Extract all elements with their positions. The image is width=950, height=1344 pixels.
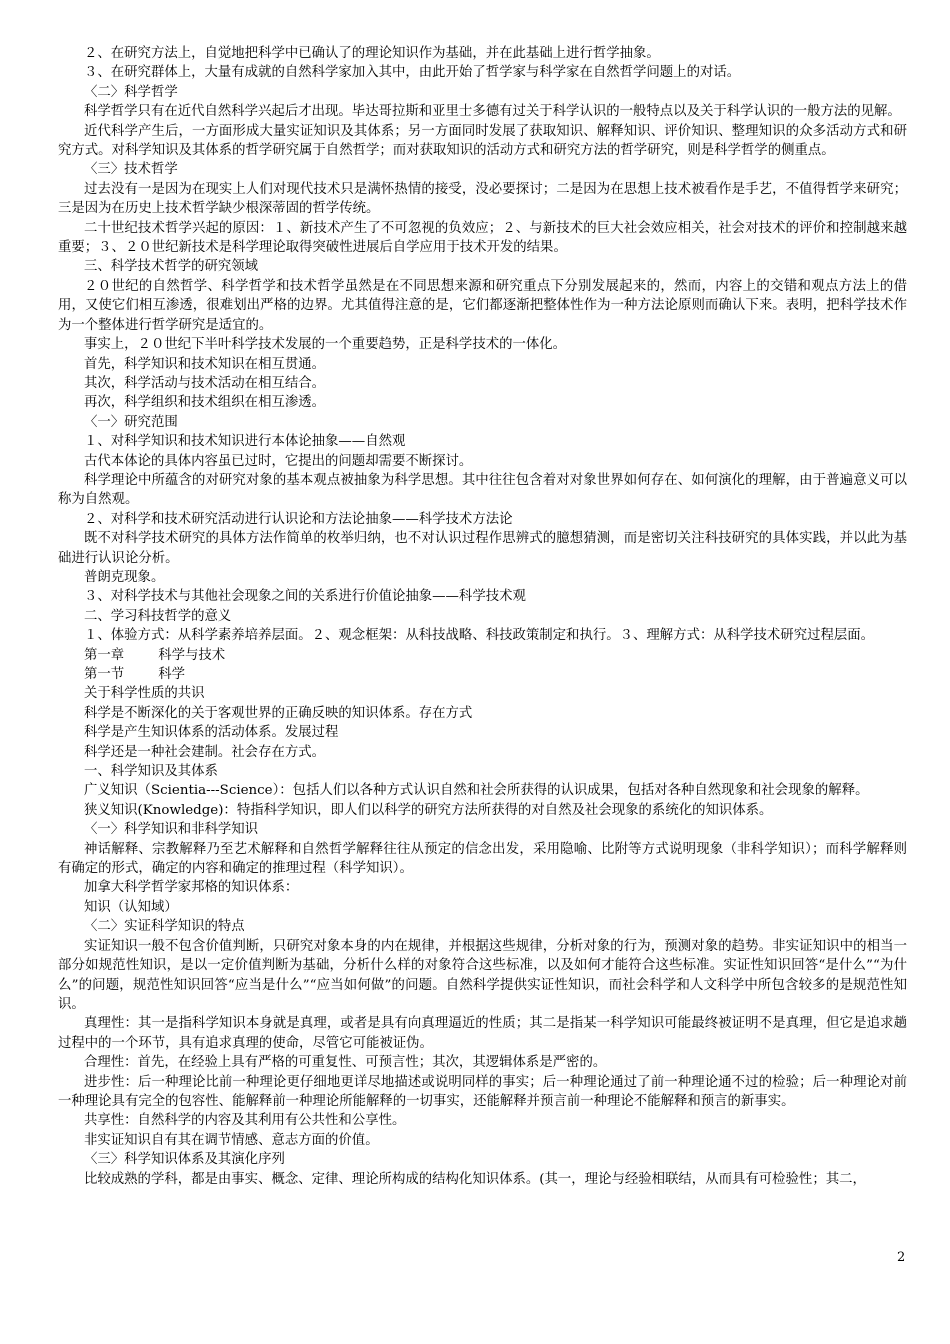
paragraph: 〈三〉科学知识体系及其演化序列: [84, 1152, 285, 1168]
paragraph: 科学还是一种社会建制。社会存在方式。: [84, 744, 326, 760]
paragraph: 狭义知识(Knowledge)：特指科学知识，即人们以科学的研究方法所获得的对自然及社会现象的系统化的知识体系。: [84, 802, 773, 818]
paragraph: 知识（认知域）: [84, 899, 178, 915]
paragraph: 科学是不断深化的关于客观世界的正确反映的知识体系。存在方式: [84, 705, 473, 721]
paragraph: 共享性：自然科学的内容及其利用有公共性和公享性。: [84, 1113, 406, 1129]
paragraph: ３、对科学技术与其他社会现象之间的关系进行价值论抽象——科学技术观: [84, 589, 526, 605]
paragraph: 三、科学技术哲学的研究领域: [84, 259, 259, 275]
paragraph: 广义知识（Scientia---Science）：包括人们以各种方式认识自然和社会所获得的认识成果，包括对各种自然现象和社会现象的解释。: [84, 783, 869, 799]
paragraph: 真理性：其一是指科学知识本身就是真理，或者是具有向真理逼近的性质；其二是指某一科学知识可能最终被证明不是真理，但它是追求趟过程中的一个环节，具有追求真理的使命，尽管它可能被证伪。: [58, 1016, 907, 1051]
paragraph: 古代本体论的具体内容虽已过时，它提出的问题却需要不断探讨。: [84, 453, 473, 469]
paragraph: １、体验方式：从科学素养培养层面。２、观念框架：从科技战略、科技政策制定和执行。３、理解方式：从科学技术研究过程层面。: [84, 628, 875, 644]
paragraph: ３、在研究群体上，大量有成就的自然科学家加入其中，由此开始了哲学家与科学家在自然哲学问题上的对话。: [84, 65, 741, 81]
paragraph: 进步性：后一种理论比前一种理论更仔细地更详尽地描述或说明同样的事实；后一种理论通过了前一种理论通不过的检验；后一种理论对前一种理论具有完全的包容性、能解释前一种理论所能解释的一切事实，还能解释并预言前一种理论不能解释和预言的新事实。: [58, 1074, 907, 1109]
paragraph: 非实证知识自有其在调节情感、意志方面的价值。: [84, 1132, 379, 1148]
paragraph: 事实上，２０世纪下半叶科学技术发展的一个重要趋势，正是科学技术的一体化。: [84, 337, 567, 353]
paragraph: 神话解释、宗教解释乃至艺术解释和自然哲学解释往往从预定的信念出发，采用隐喻、比附等方式说明现象（非科学知识）；而科学解释则有确定的形式，确定的内容和确定的推理过程（科学知识）。: [58, 841, 907, 877]
paragraph: 科学理论中所蕴含的对研究对象的基本观点被抽象为科学思想。其中往往包含着对对象世界如何存在、如何演化的理解，由于普遍意义可以称为自然观。: [58, 472, 907, 508]
paragraph: 一、科学知识及其体系: [84, 764, 218, 780]
paragraph: 科学是产生知识体系的活动体系。发展过程: [84, 725, 339, 741]
paragraph: 合理性：首先，在经验上具有严格的可重复性、可预言性；其次，其逻辑体系是严密的。: [84, 1055, 607, 1071]
document-body: [58, 44, 907, 1189]
paragraph: 〈二〉科学哲学: [84, 84, 178, 100]
paragraph: 第一节 科学: [84, 667, 186, 682]
paragraph: 首先，科学知识和技术知识在相互贯通。: [84, 356, 326, 372]
paragraph: 再次，科学组织和技术组织在相互渗透。: [84, 395, 326, 411]
paragraph: 二十世纪技术哲学兴起的原因：１、新技术产生了不可忽视的负效应；２、与新技术的巨大社会效应相关，社会对技术的评价和控制越来越重要；３、２０世纪新技术是科学理论取得突破性进展后自学应用于技术开发的结果。: [58, 220, 907, 256]
paragraph: 二、学习科技哲学的意义: [84, 608, 232, 624]
paragraph: 近代科学产生后，一方面形成大量实证知识及其体系；另一方面同时发展了获取知识、解释知识、评价知识、整理知识的众多活动方式和研究方式。对科学知识及其体系的哲学研究属于自然哲学；而对获取知识的活动方式和研究方法的哲学研究，则是科学哲学的侧重点。: [58, 123, 907, 159]
paragraph: 〈一〉研究范围: [84, 414, 178, 430]
paragraph: 加拿大科学哲学家邦格的知识体系：: [84, 880, 299, 896]
paragraph: 实证知识一般不包含价值判断，只研究对象本身的内在规律，并根据这些规律，分析对象的行为，预测对象的趋势。非实证知识中的相当一部分如规范性知识，是以一定价值判断为基础，分析什么样的对象符合这些标准，以及如何才能符合这些标准。实证性知识回答“是什么”“为什么”的问题，规范性知识回答“应当是什么”“应当如何做”的问题。自然科学提供实证性知识，而社会科学和人文科学中所包含较多的是规范性知识。: [58, 938, 907, 1012]
paragraph: 科学哲学只有在近代自然科学兴起后才出现。毕达哥拉斯和亚里士多德有过关于科学认识的一般特点以及关于科学认识的一般方法的见解。: [84, 104, 901, 120]
paragraph: 既不对科学技术研究的具体方法作简单的枚举归纳，也不对认识过程作思辨式的臆想猜测，而是密切关注科技研究的具体实践，并以此为基础进行认识论分析。: [58, 531, 907, 566]
paragraph: ２、对科学和技术研究活动进行认识论和方法论抽象——科学技术方法论: [84, 511, 513, 527]
paragraph: 〈二〉实证科学知识的特点: [84, 919, 245, 935]
paragraph: 〈三〉技术哲学: [84, 162, 178, 178]
paragraph: 其次，科学活动与技术活动在相互结合。: [84, 375, 326, 391]
paragraph: 比较成熟的学科，都是由事实、概念、定律、理论所构成的结构化知识体系。(其一，理论与经验相联结，从而具有可检验性；其二，: [84, 1171, 866, 1187]
paragraph: 普朗克现象。: [84, 569, 165, 585]
page-number: 2: [897, 1250, 906, 1265]
paragraph: 过去没有一是因为在现实上人们对现代技术只是满怀热情的接受，没必要探讨；二是因为在思想上技术被看作是手艺，不值得哲学来研究；三是因为在历史上技术哲学缺少根深蒂固的哲学传统。: [58, 181, 907, 217]
paragraph: １、对科学知识和技术知识进行本体论抽象——自然观: [84, 434, 406, 450]
paragraph: 〈一〉科学知识和非科学知识: [84, 822, 259, 838]
paragraph: ２０世纪的自然哲学、科学哲学和技术哲学虽然是在不同思想来源和研究重点下分别发展起来的，然而，内容上的交错和观点方法上的借用，又使它们相互渗透，很难划出严格的边界。尤其值得注意的是，它们都逐渐把整体性作为一种方法论原则而确认下来。表明，把科学技术作为一个整体进行哲学研究是适宜的。: [58, 278, 907, 333]
paragraph: ２、在研究方法上，自觉地把科学中已确认了的理论知识作为基础，并在此基础上进行哲学抽象。: [84, 46, 660, 61]
paragraph: 第一章 科学与技术: [84, 647, 226, 663]
paragraph: 关于科学性质的共识: [84, 686, 205, 702]
